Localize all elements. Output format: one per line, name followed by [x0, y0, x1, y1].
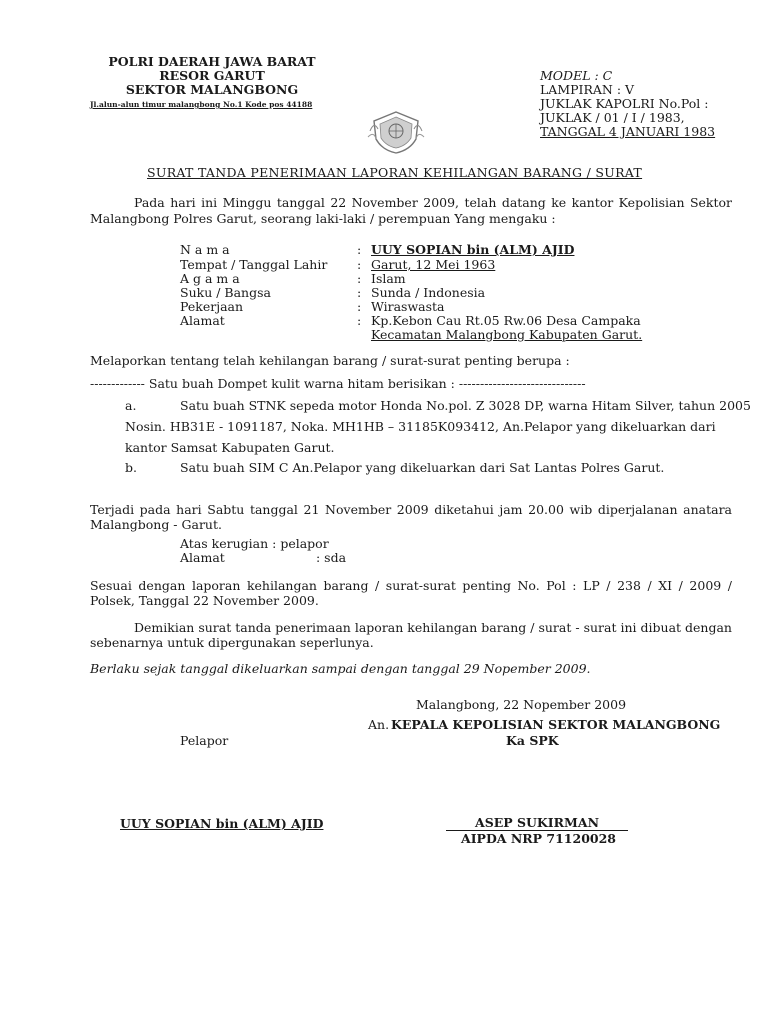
loss-alamat-value: : sda [316, 550, 347, 565]
item-a-text: Satu buah STNK sepeda motor Honda No.pol. Z 3028 DP, warna Hitam Silver, tahun 2005 [180, 398, 751, 413]
identity-label-agama: A g a m a [180, 271, 240, 286]
document-title: SURAT TANDA PENERIMAAN LAPORAN KEHILANGAN BARANG / SURAT [147, 165, 643, 180]
identity-colon: : [357, 313, 362, 328]
identity-value-suku: Sunda / Indonesia [371, 285, 486, 300]
identity-label-suku: Suku / Bangsa [180, 285, 271, 300]
tanggal-line: TANGGAL 4 JANUARI 1983 [540, 124, 716, 139]
identity-colon: : [357, 257, 362, 272]
header-address: Jl.alun-alun timur malangbong No.1 Kode pos 44188 [90, 100, 313, 109]
identity-value-ttl: Garut, 12 Mei 1963 [371, 257, 496, 272]
police-emblem-icon [366, 109, 426, 155]
signature-place-date: Malangbong, 22 Nopember 2009 [416, 697, 627, 712]
identity-value-nama: UUY SOPIAN bin (ALM) AJID [371, 242, 575, 257]
item-b-marker: b. [125, 460, 137, 475]
validity-line: Berlaku sejak tanggal dikeluarkan sampai dengan tanggal 29 Nopember 2009. [90, 661, 591, 676]
identity-value-alamat: Kp.Kebon Cau Rt.05 Rw.06 Desa Campaka [371, 313, 641, 328]
identity-colon: : [357, 242, 362, 257]
identity-colon: : [357, 299, 362, 314]
signature-pelapor-name: UUY SOPIAN bin (ALM) AJID [120, 816, 324, 831]
identity-value-alamat-cont: Kecamatan Malangbong Kabupaten Garut. [371, 327, 643, 342]
identity-label-nama: N a m a [180, 242, 230, 257]
juklak-line-2: JUKLAK / 01 / I / 1983, [540, 110, 685, 125]
signature-an-prefix: An. [368, 717, 390, 732]
identity-value-agama: Islam [371, 271, 406, 286]
header-line-1: POLRI DAERAH JAWA BARAT [108, 54, 316, 69]
identity-label-alamat: Alamat [180, 313, 225, 328]
report-line: Melaporkan tentang telah kehilangan barang / surat-surat penting berupa : [90, 353, 570, 368]
item-b-text: Satu buah SIM C An.Pelapor yang dikeluarkan dari Sat Lantas Polres Garut. [180, 460, 665, 475]
identity-value-pekerjaan: Wiraswasta [371, 299, 445, 314]
signature-pelapor-label: Pelapor [180, 733, 229, 748]
signature-officer-name: ASEP SUKIRMAN [446, 816, 628, 831]
incident-paragraph: Terjadi pada hari Sabtu tanggal 21 November 2009 diketahui jam 20.00 wib diperjalanan anatara Malangbong - Garut. [90, 502, 732, 532]
intro-paragraph: Pada hari ini Minggu tanggal 22 November 2009, telah datang ke kantor Kepolisian Sektor Malangbong Polres Garut, seorang laki-laki / perempuan Yang mengaku : [90, 195, 732, 226]
item-a-cont-1: Nosin. HB31E - 1091187, Noka. MH1HB – 31185K093412, An.Pelapor yang dikeluarkan dari [125, 419, 716, 434]
closing-paragraph: Demikian surat tanda penerimaan laporan kehilangan barang / surat - surat ini dibuat dengan sebenarnya untuk dipergunakan seperlunya. [90, 620, 732, 650]
item-a-cont-2: kantor Samsat Kabupaten Garut. [125, 440, 335, 455]
identity-label-pekerjaan: Pekerjaan [180, 299, 244, 314]
juklak-line-1: JUKLAK KAPOLRI No.Pol : [540, 96, 709, 111]
identity-colon: : [357, 271, 362, 286]
reference-paragraph: Sesuai dengan laporan kehilangan barang / surat-surat penting No. Pol : LP / 238 / XI / 2009 / Polsek, Tanggal 22 November 2009. [90, 578, 732, 608]
lampiran-label: LAMPIRAN : V [540, 82, 635, 97]
header-line-3: SEKTOR MALANGBONG [125, 82, 299, 97]
loss-atas: Atas kerugian : pelapor [180, 536, 329, 551]
signature-officer-rank: AIPDA NRP 71120028 [461, 831, 616, 846]
identity-colon: : [357, 285, 362, 300]
wallet-line: ------------- Satu buah Dompet kulit warna hitam berisikan : ------------------------------ [90, 376, 586, 391]
identity-label-ttl: Tempat / Tanggal Lahir [180, 257, 328, 272]
signature-kapolsek: KEPALA KEPOLISIAN SEKTOR MALANGBONG [391, 717, 721, 732]
model-label: MODEL : C [540, 68, 613, 83]
signature-ka-spk: Ka SPK [506, 733, 559, 748]
header-line-2: RESOR GARUT [159, 68, 265, 83]
item-a-marker: a. [125, 398, 137, 413]
loss-alamat-label: Alamat [180, 550, 225, 565]
